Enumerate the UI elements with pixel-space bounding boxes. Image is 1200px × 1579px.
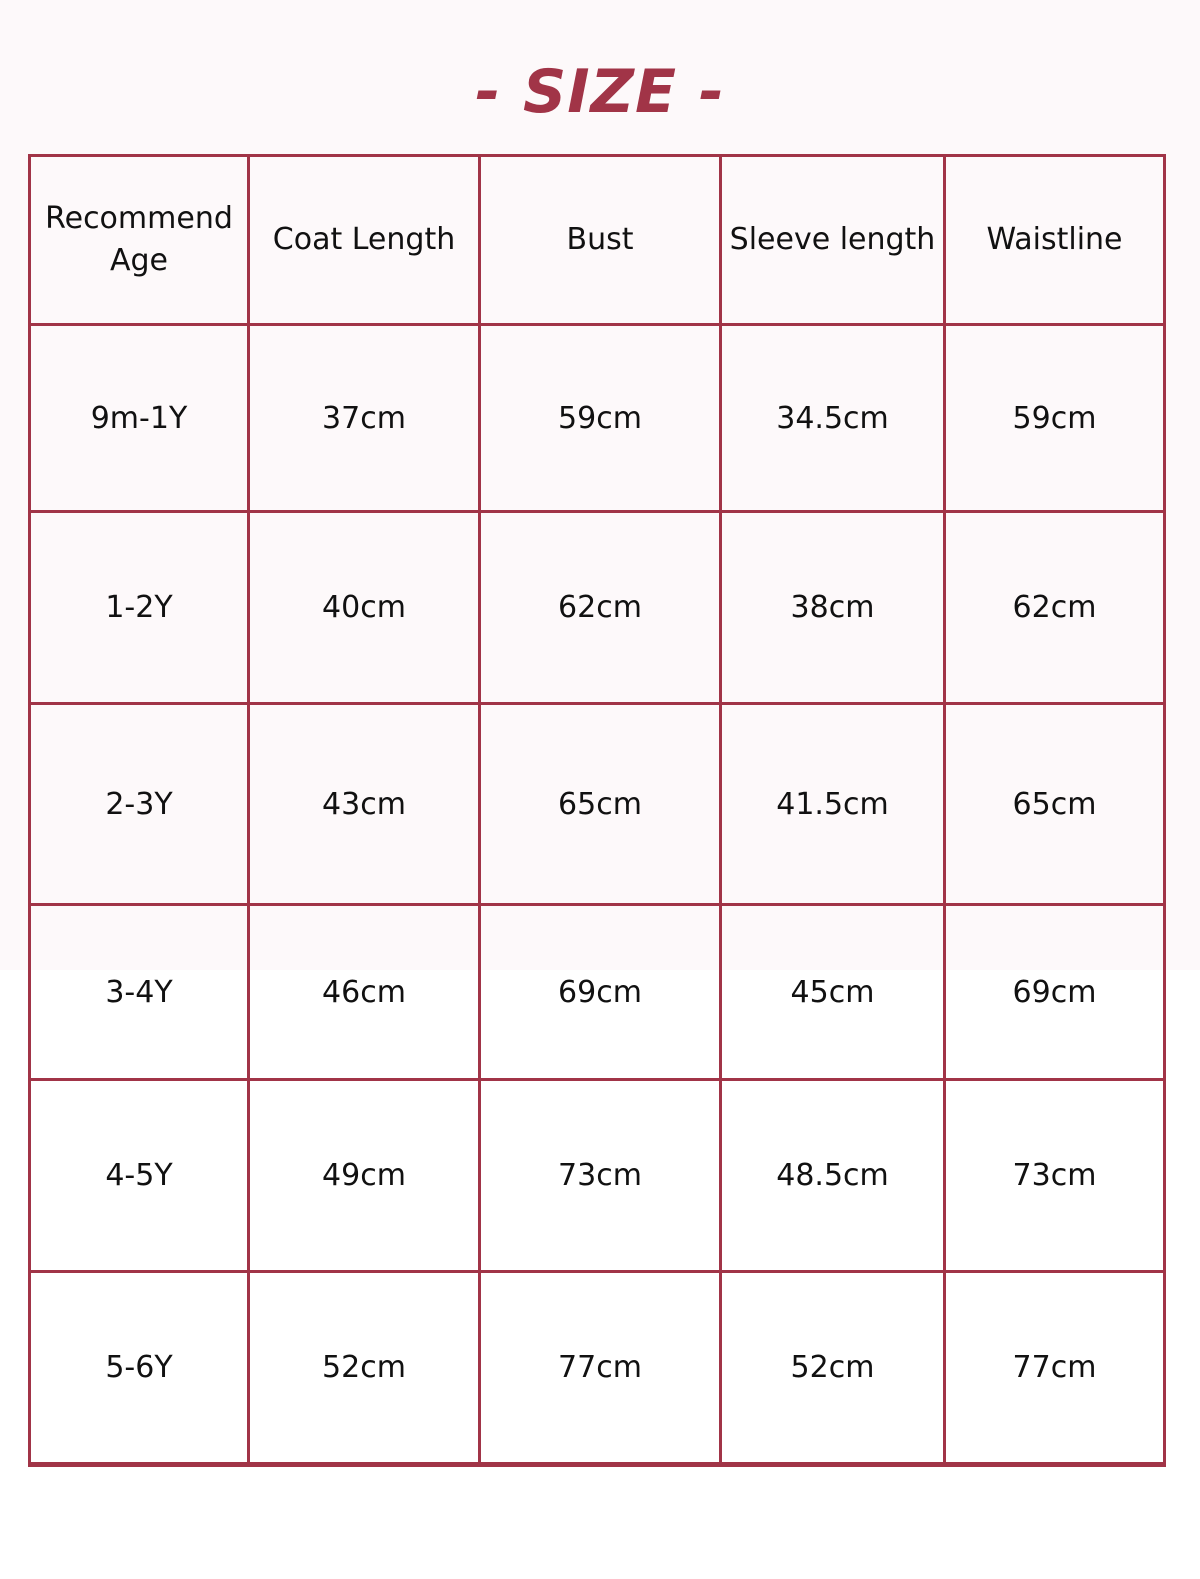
cell-age: 4-5Y: [30, 1080, 249, 1272]
cell-bust: 59cm: [480, 325, 721, 512]
header-recommend-age: Recommend Age: [30, 156, 249, 325]
table-row: [30, 704, 1165, 905]
cell-age: 2-3Y: [30, 704, 249, 905]
cell-bust: 73cm: [480, 1080, 721, 1272]
cell-bust: 69cm: [480, 905, 721, 1080]
cell-waistline: 77cm: [945, 1272, 1165, 1465]
page-title: - SIZE -: [475, 57, 725, 127]
cell-coat-length: 43cm: [249, 704, 480, 905]
cell-coat-length: 52cm: [249, 1272, 480, 1465]
cell-waistline: 69cm: [945, 905, 1165, 1080]
cell-age: 1-2Y: [30, 512, 249, 704]
cell-age: 9m-1Y: [30, 325, 249, 512]
cell-bust: 65cm: [480, 704, 721, 905]
table-row: [30, 905, 1165, 1080]
cell-sleeve-length: 34.5cm: [721, 325, 945, 512]
header-bust: Bust: [480, 156, 721, 325]
cell-bust: 77cm: [480, 1272, 721, 1465]
cell-sleeve-length: 41.5cm: [721, 704, 945, 905]
cell-sleeve-length: 52cm: [721, 1272, 945, 1465]
cell-waistline: 59cm: [945, 325, 1165, 512]
header-waistline: Waistline: [945, 156, 1165, 325]
cell-coat-length: 49cm: [249, 1080, 480, 1272]
table-row: [30, 1080, 1165, 1272]
table-row: [30, 1272, 1165, 1465]
header-sleeve-length: Sleeve length: [721, 156, 945, 325]
cell-coat-length: 46cm: [249, 905, 480, 1080]
cell-coat-length: 37cm: [249, 325, 480, 512]
header-coat-length: Coat Length: [249, 156, 480, 325]
cell-waistline: 65cm: [945, 704, 1165, 905]
table-row: [30, 512, 1165, 704]
size-table: [28, 154, 1166, 1467]
cell-coat-length: 40cm: [249, 512, 480, 704]
cell-age: 5-6Y: [30, 1272, 249, 1465]
cell-bust: 62cm: [480, 512, 721, 704]
table-header-row: [30, 156, 1165, 325]
cell-sleeve-length: 48.5cm: [721, 1080, 945, 1272]
table-row: [30, 325, 1165, 512]
cell-waistline: 73cm: [945, 1080, 1165, 1272]
cell-age: 3-4Y: [30, 905, 249, 1080]
cell-waistline: 62cm: [945, 512, 1165, 704]
cell-sleeve-length: 45cm: [721, 905, 945, 1080]
cell-sleeve-length: 38cm: [721, 512, 945, 704]
